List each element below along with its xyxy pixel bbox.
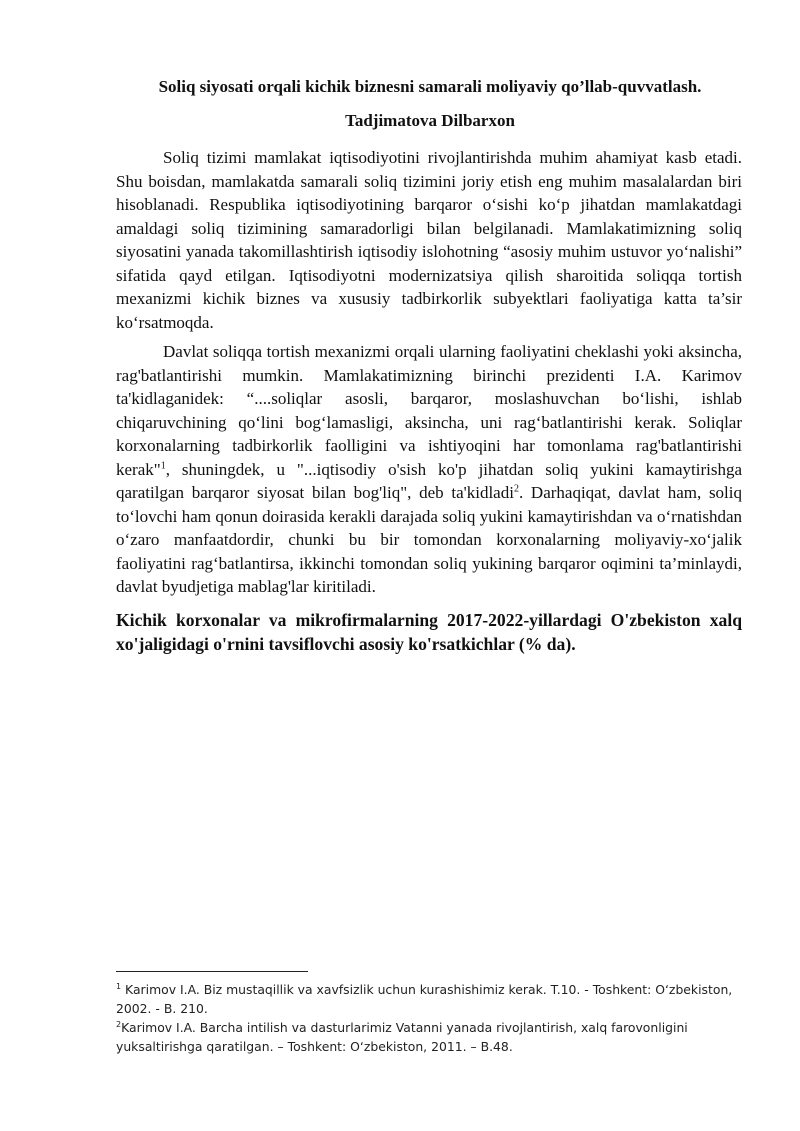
footnote-separator [116,971,308,972]
footnote-text: Karimov I.A. Biz mustaqillik va xavfsizlik uchun kurashishimiz kerak. T.10. - Toshkent: O‘zbekiston, 2002. - B. 210. [116,982,733,1016]
footnote-2 [116,1018,742,1056]
footnote-reference-2: 2 [513,483,519,495]
paragraph-2-text-a: Davlat soliqqa tortish mexanizmi orqali ularning faoliyatini cheklashi yoki aksincha, rag'batlantirishi mumkin. Mamlakatimizning birinchi prezidenti I.A. Karimov ta'kidlaganidek: “....soliqlar asosli, barqaror, moslashuvchan bo‘lishi, ishlab chiqaruvchining qo‘lini bog‘lamasligi, aksincha, uni rag‘batlantirishi kerak. Soliqlar korxonalarning tadbirkorlik faolligini va ishtiyoqini har tomonlama rag'batlantirishi kerak" [116,342,742,479]
footnote-number: 2 [116,1019,122,1029]
footnotes [116,980,742,1056]
section-heading: Kichik korxonalar va mikrofirmalarning 2017-2022-yillardagi O'zbekiston xalq xo'jaligidagi o'rnini tavsiflovchi asosiy ko'rsatkichlar (% da). [116,610,742,654]
body-paragraph-1: Soliq tizimi mamlakat iqtisodiyotini rivojlantirishda muhim ahamiyat kasb etadi. Shu boisdan, mamlakatda samarali soliq tizimini joriy etish eng muhim masalalardan biri hisoblanadi. Respublika iqtisodiyotining barqaror o‘sishi ko‘p jihatdan mamlakatdagi amaldagi soliq tizimining samaradorligi bilan belgilanadi. Mamlakatimizning soliq siyosatini yanada takomillashtirish iqtisodiy islohotning “asosiy muhim ustuvor yo‘nalishi” sifatida qayd etilgan. Iqtisodiyotni modernizatsiya qilish sharoitida soliqqa tortish mexanizmi kichik biznes va xususiy tadbirkorlik subyektlari faoliyatiga katta ta’sir ko‘rsatmoqda. [116,148,742,332]
footnote-number: 1 [116,981,122,991]
footnote-reference-1: 1 [160,459,166,471]
paragraph-2-text-b: , shuningdek, u "...iqtisodiy o'sish ko'p jihatdan soliq yukini kamaytirishga qaratilgan barqaror siyosat bilan bog'liq", deb ta'kidladi [116,459,742,502]
footnote-text: Karimov I.A. Barcha intilish va dasturlarimiz Vatanni yanada rivojlantirish, xalq farovonligini yuksaltirishga qaratilgan. – Toshkent: O‘zbekiston, 2011. – B.48. [116,1020,688,1054]
paragraph-2-text-c: . Darhaqiqat, davlat ham, soliq to‘lovchi ham qonun doirasida kerakli darajada soliq yukini kamaytirishdan va o‘rnatishdan o‘zaro manfaatdordir, chunki bu bir tomondan korxonalarning moliyaviy-xo‘jalik faoliyatini rag‘batlantirsa, ikkinchi tomondan soliq yukining barqaror oqimini ta’minlaydi, davlat byudjetiga mablag'lar kiritiladi. [116,483,743,596]
body-paragraph-2 [116,340,742,599]
author-name: Tadjimatova Dilbarxon [345,111,515,130]
document-title: Soliq siyosati orqali kichik biznesni samarali moliyaviy qo’llab-quvvatlash. [158,77,702,96]
footnote-1 [116,980,742,1018]
